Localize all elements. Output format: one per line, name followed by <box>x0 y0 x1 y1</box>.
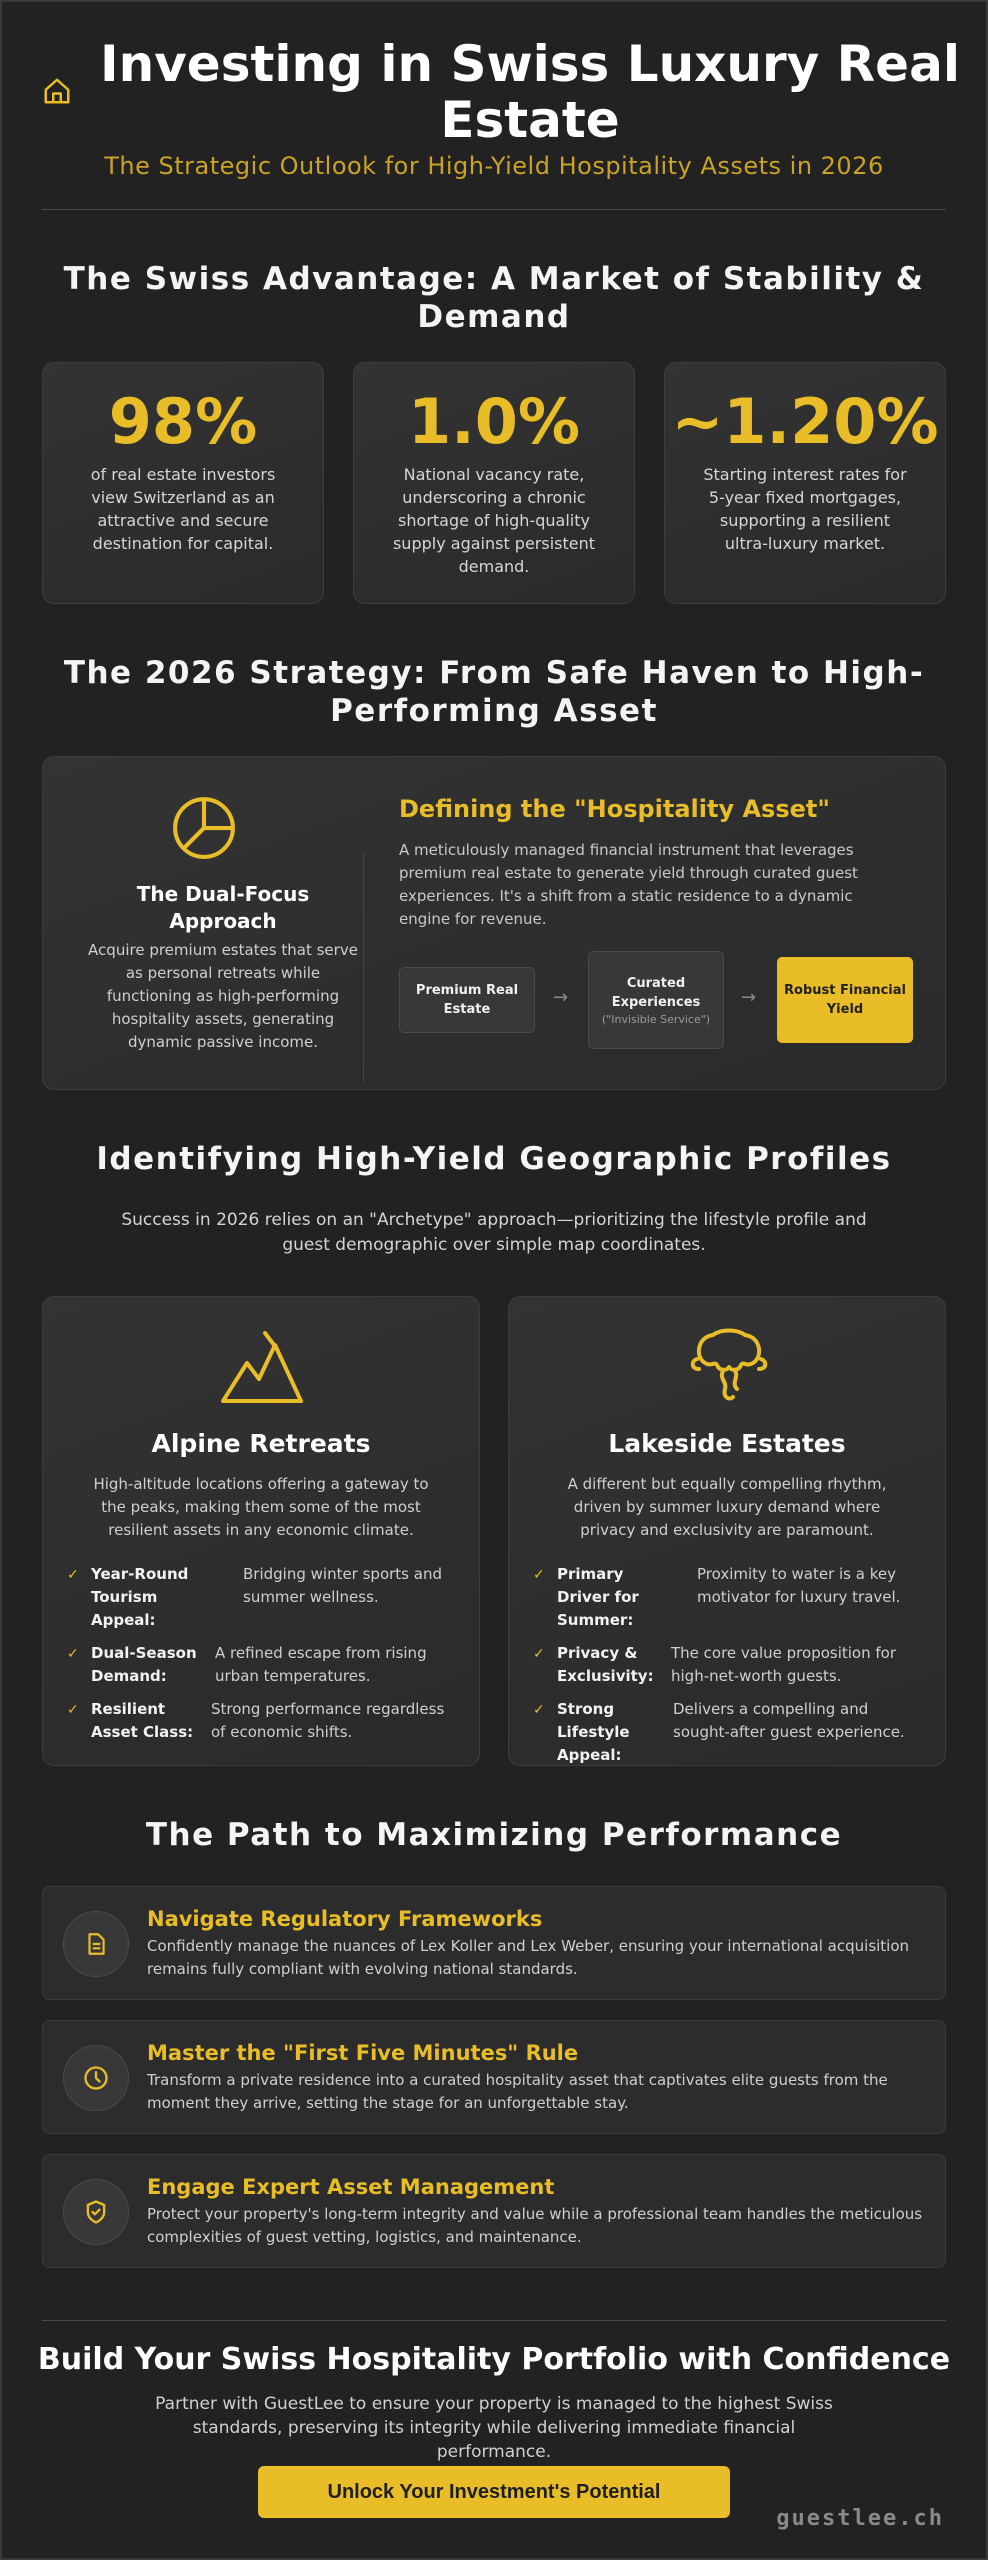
flow-step-label: Premium Real Estate <box>415 983 519 1017</box>
stat-value: 98% <box>108 385 258 458</box>
path-item-desc: Protect your property's long-term integrity and value while a professional team handles the meticulous complexities of guest vetting, logistics, and maintenance. <box>147 2205 923 2246</box>
geo-feature-list <box>67 1563 455 1754</box>
strategy-right-desc: A meticulously managed financial instrument that leverages premium real estate to generate yield through curated guest experiences. It's a shift from a static residence to a dynamic engine for revenue. <box>399 841 858 928</box>
strategy-card <box>42 756 946 1090</box>
stat-value: ~1.20% <box>671 385 939 458</box>
path-item-title: Engage Expert Asset Management <box>147 2175 555 2199</box>
divider <box>42 209 946 210</box>
feature-value: The core value proposition for high-net-worth guests. <box>671 1644 897 1685</box>
geography-title: Identifying High-Yield Geographic Profiles <box>96 1141 892 1177</box>
arrow-right-icon: → <box>741 987 757 1008</box>
path-item <box>42 2020 946 2134</box>
path-item-desc: Transform a private residence into a curated hospitality asset that captivates elite guests from the moment they arrive, setting the stage for an unforgettable stay. <box>147 2071 888 2112</box>
check-icon: ✓ <box>533 1702 545 1718</box>
list-item <box>67 1563 455 1632</box>
strategy-right-title: Defining the "Hospitality Asset" <box>399 795 830 823</box>
list-item <box>533 1563 921 1632</box>
mountain-icon <box>219 1325 305 1405</box>
feature-value: Delivers a compelling and sought-after guest experience. <box>673 1700 905 1741</box>
geo-card-title: Alpine Retreats <box>151 1429 371 1458</box>
flow-step <box>588 951 724 1049</box>
strategy-left-desc: Acquire premium estates that serve as personal retreats while functioning as high-performing hospitality assets, generating dynamic passive income. <box>88 941 358 1051</box>
feature-value: A refined escape from rising urban temperatures. <box>215 1644 427 1685</box>
list-item <box>67 1698 455 1744</box>
flow-step-label: Robust Financial Yield <box>784 983 906 1017</box>
document-icon <box>63 1911 129 1977</box>
flow-step-label: Curated Experiences <box>611 975 701 1010</box>
flow-step-highlight <box>777 957 913 1043</box>
page-title: Investing in Swiss Luxury Real Estate <box>100 35 960 149</box>
geo-card-desc: A different but equally compelling rhythm, driven by summer luxury demand where privacy and exclusivity are paramount. <box>567 1475 887 1539</box>
advantage-title: The Swiss Advantage: A Market of Stability & Demand <box>63 261 925 335</box>
divider <box>42 2320 946 2321</box>
feature-label: Dual-Season Demand: <box>91 1644 197 1685</box>
page-subtitle: The Strategic Outlook for High-Yield Hospitality Assets in 2026 <box>104 152 884 180</box>
check-icon: ✓ <box>67 1567 79 1583</box>
vertical-divider <box>363 852 364 1082</box>
strategy-title: The 2026 Strategy: From Safe Haven to High-Performing Asset <box>63 655 925 729</box>
path-item-title: Master the "First Five Minutes" Rule <box>147 2041 579 2065</box>
stat-card <box>42 362 324 604</box>
feature-value: Proximity to water is a key motivator for luxury travel. <box>697 1565 901 1606</box>
geo-feature-list <box>533 1563 921 1777</box>
feature-label: Resilient Asset Class: <box>91 1700 194 1741</box>
path-item <box>42 1886 946 2000</box>
geo-card-title: Lakeside Estates <box>608 1429 846 1458</box>
geo-card <box>508 1296 946 1766</box>
feature-value: Bridging winter sports and summer wellness. <box>243 1565 442 1606</box>
check-icon: ✓ <box>67 1646 79 1662</box>
list-item <box>533 1642 921 1688</box>
flow-step <box>399 967 535 1033</box>
home-icon[interactable] <box>42 76 72 106</box>
check-icon: ✓ <box>533 1646 545 1662</box>
geo-card <box>42 1296 480 1766</box>
brand-watermark: guestlee.ch <box>776 2506 944 2531</box>
cta-title: Build Your Swiss Hospitality Portfolio with Confidence <box>37 2342 951 2377</box>
shield-check-icon <box>63 2179 129 2245</box>
geo-card-desc: High-altitude locations offering a gateway to the peaks, making them some of the most resilient assets in any economic climate. <box>93 1475 429 1539</box>
path-item-desc: Confidently manage the nuances of Lex Koller and Lex Weber, ensuring your international acquisition remains fully compliant with evolving national standards. <box>147 1937 910 1978</box>
cta-description: Partner with GuestLee to ensure your property is managed to the highest Swiss standards, preserving its integrity while delivering immediate financial performance. <box>155 2394 833 2462</box>
pie-chart-icon <box>171 795 237 861</box>
list-item <box>533 1698 921 1767</box>
arrow-right-icon: → <box>553 987 569 1008</box>
check-icon: ✓ <box>67 1702 79 1718</box>
stat-card <box>353 362 635 604</box>
cta-button[interactable]: Unlock Your Investment's Potential <box>258 2466 730 2518</box>
flow-step-sublabel: ("Invisible Service") <box>601 1012 711 1026</box>
stat-description: Starting interest rates for 5-year fixed mortgages, supporting a resilient ultra-luxury market. <box>703 465 907 553</box>
feature-label: Strong Lifestyle Appeal: <box>557 1700 630 1764</box>
stat-description: National vacancy rate, underscoring a chronic shortage of high-quality supply against persistent demand. <box>392 465 596 576</box>
strategy-left-title: The Dual-Focus Approach <box>136 882 310 933</box>
lake-icon <box>689 1327 769 1405</box>
feature-label: Year-Round Tourism Appeal: <box>91 1565 189 1629</box>
feature-label: Privacy & Exclusivity: <box>557 1644 654 1685</box>
feature-value: Strong performance regardless of economic shifts. <box>211 1700 445 1741</box>
stat-card <box>664 362 946 604</box>
path-title: The Path to Maximizing Performance <box>145 1817 843 1853</box>
check-icon: ✓ <box>533 1567 545 1583</box>
stat-value: 1.0% <box>408 385 580 458</box>
clock-icon <box>63 2045 129 2111</box>
path-item-title: Navigate Regulatory Frameworks <box>147 1907 543 1931</box>
geography-intro: Success in 2026 relies on an "Archetype" approach—prioritizing the lifestyle profile and guest demographic over simple map coordinates. <box>121 1210 867 1255</box>
path-item <box>42 2154 946 2268</box>
feature-label: Primary Driver for Summer: <box>557 1565 639 1629</box>
list-item <box>67 1642 455 1688</box>
stat-description: of real estate investors view Switzerland as an attractive and secure destination for capital. <box>90 465 276 553</box>
